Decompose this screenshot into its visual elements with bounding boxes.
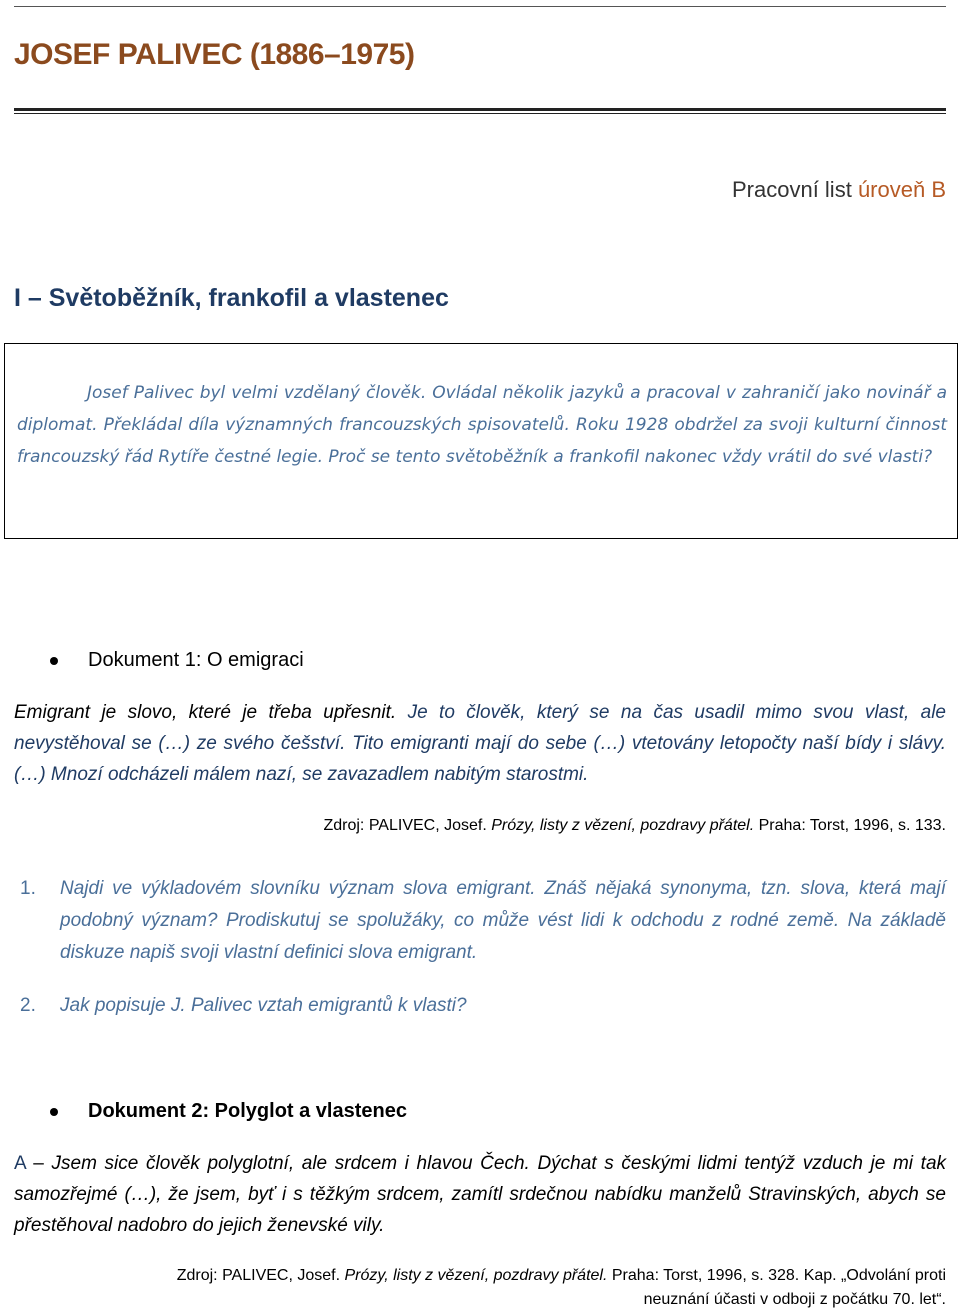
doc1-quote-part3: Tito emigranti mají do sebe (…) vtetovány letopočty naší bídy i slávy. (…) Mnozí odcházeli málem nazí, se zavazadlem nabitým starostmi. — [14, 733, 947, 785]
question-text: Jak popisuje J. Palivec vztah emigrantů k vlasti? — [60, 995, 467, 1016]
worksheet-level: úroveň B — [857, 177, 946, 202]
doc2-source — [177, 1264, 946, 1312]
doc2-source-line2: neuznání účasti v odboji z počátku 70. let“. — [643, 1291, 946, 1308]
question-2 — [20, 990, 946, 1024]
question-1 — [20, 873, 946, 973]
question-number: 1. — [20, 878, 36, 899]
title-rule-thick — [14, 108, 946, 111]
doc1-source-prefix: Zdroj: PALIVEC, Josef. — [323, 817, 487, 834]
doc2-source-prefix: Zdroj: PALIVEC, Josef. — [176, 1267, 341, 1284]
doc2-source-line1 — [177, 1264, 946, 1288]
doc2-source-title: Prózy, listy z vězení, pozdravy přátel. — [344, 1267, 608, 1284]
doc1-quote — [14, 697, 946, 790]
intro-text: Josef Palivec byl velmi vzdělaný člověk. Ovládal několik jazyků a pracoval v zahraničí jako novinář a diplomat. Překládal díla významných francouzských spisovatelů. Roku 1928 obdržel za svoji kulturní činnost francouzský řád Rytíře čestné legie. Proč se tento světoběžník a frankofil nakonec vždy vrátil do své vlasti? — [17, 383, 947, 467]
doc2-source-suffix: Praha: Torst, 1996, s. 328. Kap. „Odvolání proti — [611, 1267, 946, 1284]
title-rule-thin — [14, 113, 946, 114]
doc2-dash: – — [33, 1153, 44, 1174]
page-title: JOSEF PALIVEC (1886–1975) — [14, 38, 415, 71]
doc1-heading: Dokument 1: O emigraci — [88, 649, 304, 671]
bullet-icon — [50, 1108, 58, 1116]
doc1-source-title: Prózy, listy z vězení, pozdravy přátel. — [491, 817, 755, 834]
doc1-source — [323, 814, 946, 838]
bullet-icon — [50, 657, 58, 665]
intro-box — [4, 343, 958, 539]
top-rule — [14, 6, 946, 7]
worksheet-text: Pracovní list — [731, 177, 852, 202]
doc1-quote-part1: Emigrant je slovo, které je třeba upřesnit. — [14, 702, 397, 723]
question-text: Najdi ve výkladovém slovníku význam slova emigrant. Znáš nějaká synonyma, tzn. slova, která mají podobný význam? Prodiskutuj se spolužáky, co může vést lidi k odchodu z rodné země. Na základě diskuze napiš svoji vlastní definici slova emigrant. — [60, 878, 946, 963]
question-number: 2. — [20, 995, 36, 1016]
doc2-heading: Dokument 2: Polyglot a vlastenec — [88, 1100, 407, 1122]
section-heading: I – Světoběžník, frankofil a vlastenec — [14, 284, 449, 312]
doc2-letter: A — [14, 1153, 26, 1174]
doc1-source-suffix: Praha: Torst, 1996, s. 133. — [758, 817, 946, 834]
doc2-quote-text: Jsem sice člověk polyglotní, ale srdcem i hlavou Čech. Dýchat s českými lidmi tentýž vzduch je mi tak samozřejmé (…), že jsem, byť i s těžkým srdcem, zamítl srdečnou nabídku manželů Stravinských, abych se přestěhoval nadobro do jejich ženevské vily. — [14, 1153, 947, 1236]
doc1-quote-part2: Je to člověk, který se na čas usadil mimo svou vlast, ale nevystěhoval se (…) ze svého češství. — [14, 702, 946, 754]
worksheet-label — [732, 177, 946, 203]
doc2-quote — [14, 1148, 946, 1241]
